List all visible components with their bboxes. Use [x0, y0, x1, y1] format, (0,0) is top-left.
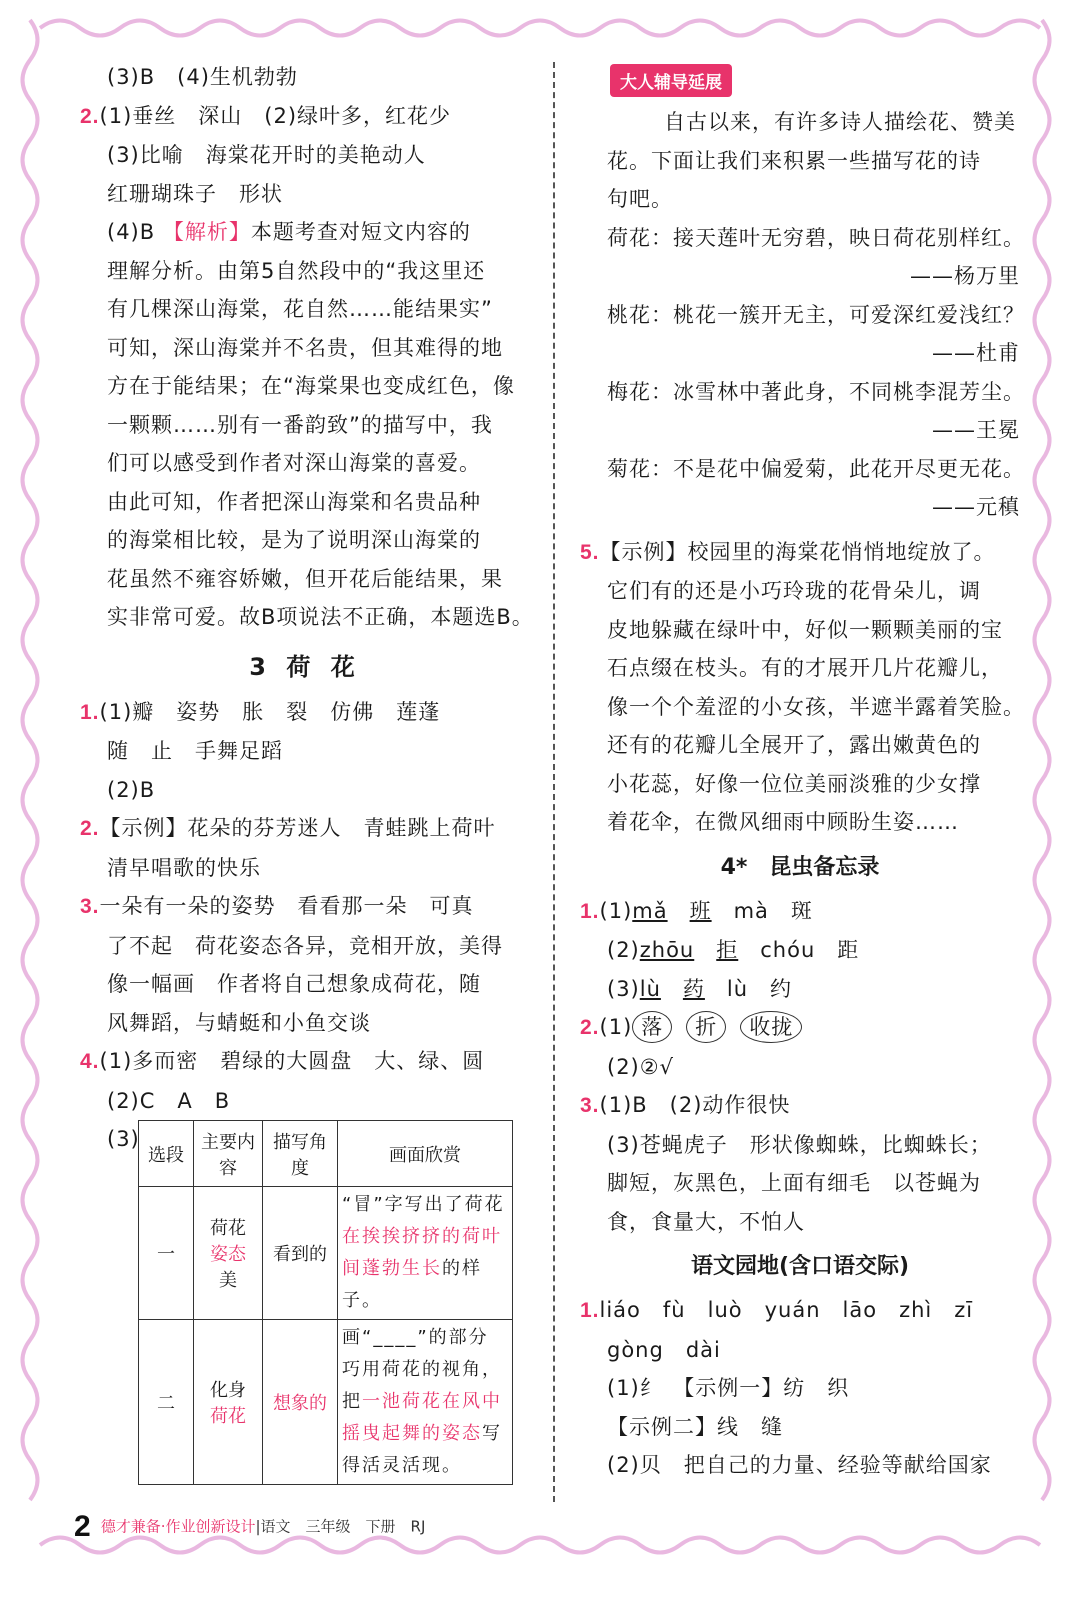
- answer-line: (2)B: [107, 777, 156, 802]
- table-header: 画面欣赏: [338, 1121, 513, 1187]
- question-number: 1.: [80, 700, 100, 724]
- answer-line: 可知，深山海棠并不名贵，但其难得的地: [107, 335, 503, 360]
- answer-line: 着花伞，在微风细雨中顾盼生姿……: [607, 810, 959, 834]
- table-cell: [194, 1187, 263, 1320]
- cell-text: “冒”字写出了荷花: [342, 1194, 505, 1215]
- poem-author: ——杨万里: [910, 264, 1020, 288]
- answer-line: 有几棵深山海棠，花自然……能结果实”: [107, 297, 493, 321]
- table-cell: [338, 1320, 513, 1485]
- answer-line: 理解分析。由第5自然段中的“我这里还: [107, 258, 486, 283]
- answer-line: (2)②√: [607, 1054, 674, 1079]
- cell-text: 一池荷花在风中摇曳起舞的姿态: [342, 1391, 502, 1444]
- answer-line: 由此可知，作者把深山海棠和名贵品种: [107, 489, 481, 514]
- answer-line: lù 约: [726, 976, 793, 1001]
- answer-line: 像一个个羞涩的小女孩，半遮半露着笑脸。: [607, 694, 1025, 719]
- answer-line: 还有的花瓣儿全展开了，露出嫩黄色的: [607, 733, 981, 757]
- answer-line: (1)瓣 姿势 胀 裂 仿佛 莲蓬: [99, 699, 441, 724]
- pinyin-answer: mǎ: [632, 898, 668, 923]
- answer-line: 花虽然不雍容娇嫩，但开花后能结果，果: [107, 566, 503, 591]
- question-number: 1.: [580, 899, 600, 923]
- cell-text: 的样子。: [342, 1258, 482, 1311]
- answer-line: (3): [607, 976, 640, 1001]
- circled-answer: 收拢: [740, 1011, 802, 1043]
- answer-line: (3)比喻 海棠花开时的美艳动人: [107, 143, 426, 167]
- answer-line: 清早唱歌的快乐: [107, 855, 261, 880]
- book-meta: |语文 三年级 下册 RJ: [255, 1517, 426, 1536]
- section-title: 4* 昆虫备忘录: [720, 854, 880, 880]
- answer-line: 【示例】校园里的海棠花悄悄地绽放了。: [599, 539, 996, 564]
- circled-answer: 落: [632, 1011, 672, 1043]
- answer-line: 【示例】花朵的芬芳迷人 青蛙跳上荷叶: [99, 816, 496, 840]
- cell-text: 姿态: [210, 1244, 246, 1265]
- poem-line: 荷花：接天莲叶无穷碧，映日荷花别样红。: [607, 225, 1025, 250]
- answer-line: (3)B (4)生机勃勃: [107, 65, 298, 89]
- poem-line: 梅花：冰雪林中著此身，不同桃李混芳尘。: [607, 379, 1025, 404]
- answer-line: 食，食量大，不怕人: [607, 1209, 805, 1234]
- table-cell: [338, 1187, 513, 1320]
- answer-line: liáo fù luò yuán lāo zhì zī: [599, 1298, 974, 1322]
- question-number: 4.: [80, 1050, 100, 1073]
- table-header: 主要内容: [194, 1121, 263, 1187]
- cell-text: 荷花: [210, 1406, 246, 1427]
- answer-line: 【示例二】线 缝: [607, 1414, 783, 1439]
- column-divider: [553, 62, 555, 1502]
- answer-line: 脚短，灰黑色，上面有细毛 以苍蝇为: [607, 1171, 981, 1195]
- cell-text: 美: [219, 1270, 237, 1291]
- poem-author: ——元稹: [932, 495, 1020, 519]
- answer-line: (2)C A B: [107, 1088, 231, 1113]
- answer-line: 皮地躲藏在绿叶中，好似一颗颗美丽的宝: [607, 617, 1003, 642]
- extension-banner: 大人辅导延展: [610, 64, 732, 97]
- answer-line: 小花蕊，好像一位位美丽淡雅的少女撑: [607, 771, 981, 796]
- question-number: 3.: [580, 1094, 600, 1117]
- answer-line: 们可以感受到作者对深山海棠的喜爱。: [107, 451, 481, 475]
- poem-author: ——杜甫: [932, 341, 1020, 365]
- page-number: 2: [74, 1510, 91, 1543]
- answer-line: 方在于能结果；在“海棠果也变成红色，像: [107, 374, 515, 398]
- section-title: 语文园地(含口语交际): [690, 1254, 910, 1279]
- poem-line: 桃花：桃花一簇开无主，可爱深红爱浅红？: [607, 302, 1025, 327]
- table-cell: 二: [139, 1320, 194, 1485]
- answer-line: chóu 距: [760, 938, 860, 962]
- table-cell: [194, 1320, 263, 1485]
- char-answer: 药: [682, 976, 705, 1001]
- pinyin-answer: zhōu: [639, 938, 695, 962]
- table-row: [139, 1320, 513, 1485]
- answer-line: gòng dài: [607, 1337, 721, 1362]
- answer-line: 它们有的还是小巧玲珑的花骨朵儿，调: [607, 579, 981, 603]
- question-number: 3.: [80, 895, 100, 918]
- answer-line: 石点缀在枝头。有的才展开几片花瓣儿，: [607, 656, 1003, 680]
- table-cell: 一: [139, 1187, 194, 1320]
- answer-line: 了不起 荷花姿态各异，竞相开放，美得: [107, 933, 503, 958]
- answer-line: (1): [599, 898, 633, 923]
- poem-author: ——王冕: [932, 418, 1020, 442]
- answer-line: 实非常可爱。故B项说法不正确，本题选B。: [107, 605, 534, 629]
- table-header: 选段: [139, 1121, 194, 1187]
- question-number: 1.: [580, 1299, 600, 1322]
- answer-line: 自古以来，有许多诗人描绘花、赞美: [664, 110, 1016, 134]
- answer-line: (3)苍蝇虎子 形状像蜘蛛，比蜘蛛长；: [607, 1132, 992, 1157]
- poem-line: 菊花：不是花中偏爱菊，此花开尽更无花。: [607, 456, 1025, 481]
- page-footer: [74, 1510, 425, 1544]
- answer-line: 本题考查对短文内容的: [250, 220, 471, 244]
- answer-line: (2): [607, 938, 640, 962]
- answer-line: 一颗颗……别有一番韵致”的描写中，我: [107, 412, 493, 437]
- pinyin-answer: lù: [639, 976, 661, 1001]
- answer-line: (1)垂丝 深山 (2)绿叶多，红花少: [99, 103, 452, 128]
- answer-line: (2)贝 把自己的力量、经验等献给国家: [607, 1453, 992, 1477]
- question-number: 2.: [80, 104, 100, 128]
- answer-line: (1)B (2)动作很快: [599, 1093, 791, 1117]
- cell-text: 在挨挨挤挤的荷叶间蓬勃生长: [342, 1226, 502, 1279]
- answer-line: 红珊瑚珠子 形状: [107, 181, 283, 206]
- char-answer: 班: [689, 898, 712, 923]
- question-number: 5.: [580, 540, 600, 564]
- char-answer: 拒: [716, 938, 739, 962]
- cell-text: 画“____”的部分巧用荷花的视角，把: [342, 1327, 502, 1412]
- answer-line: 风舞蹈，与蜻蜓和小鱼交谈: [107, 1010, 371, 1035]
- answer-line: 的海棠相比较，是为了说明深山海棠的: [107, 528, 481, 552]
- answer-line: 句吧。: [607, 187, 673, 211]
- answer-line: (1)纟 【示例一】纺 织: [607, 1376, 850, 1400]
- answer-line: 花。下面让我们来积累一些描写花的诗: [607, 148, 981, 173]
- answer-line: mà 斑: [733, 898, 813, 923]
- left-column: [80, 58, 534, 1485]
- answer-line: 像一幅画 作者将自己想象成荷花，随: [107, 972, 481, 996]
- table-header: 描写角度: [263, 1121, 338, 1187]
- circled-answer: 折: [686, 1011, 726, 1043]
- answer-line: (1)多而密 碧绿的大圆盘 大、绿、圆: [99, 1049, 485, 1073]
- question-number: 2.: [580, 1016, 600, 1039]
- answer-line: (4)B: [107, 220, 156, 244]
- cell-text: 化身: [210, 1380, 246, 1401]
- answer-line: (1): [599, 1015, 633, 1039]
- answer-line: (3): [107, 1127, 140, 1151]
- cell-text: 荷花: [210, 1218, 246, 1239]
- table-cell: 想象的: [263, 1320, 338, 1485]
- table-cell: 看到的: [263, 1187, 338, 1320]
- book-title: 德才兼备·作业创新设计: [100, 1517, 256, 1536]
- table-row: [139, 1187, 513, 1320]
- section-title: 3 荷 花: [249, 652, 361, 681]
- appreciation-table: [138, 1120, 513, 1485]
- answer-line: 随 止 手舞足蹈: [107, 739, 283, 763]
- cell-text: 写得活灵活现。: [342, 1423, 502, 1476]
- analysis-tag: 【解析】: [162, 220, 251, 244]
- answer-line: 一朵有一朵的姿势 看看那一朵 可真: [99, 894, 474, 918]
- right-column: [580, 58, 1025, 1485]
- question-number: 2.: [80, 817, 100, 840]
